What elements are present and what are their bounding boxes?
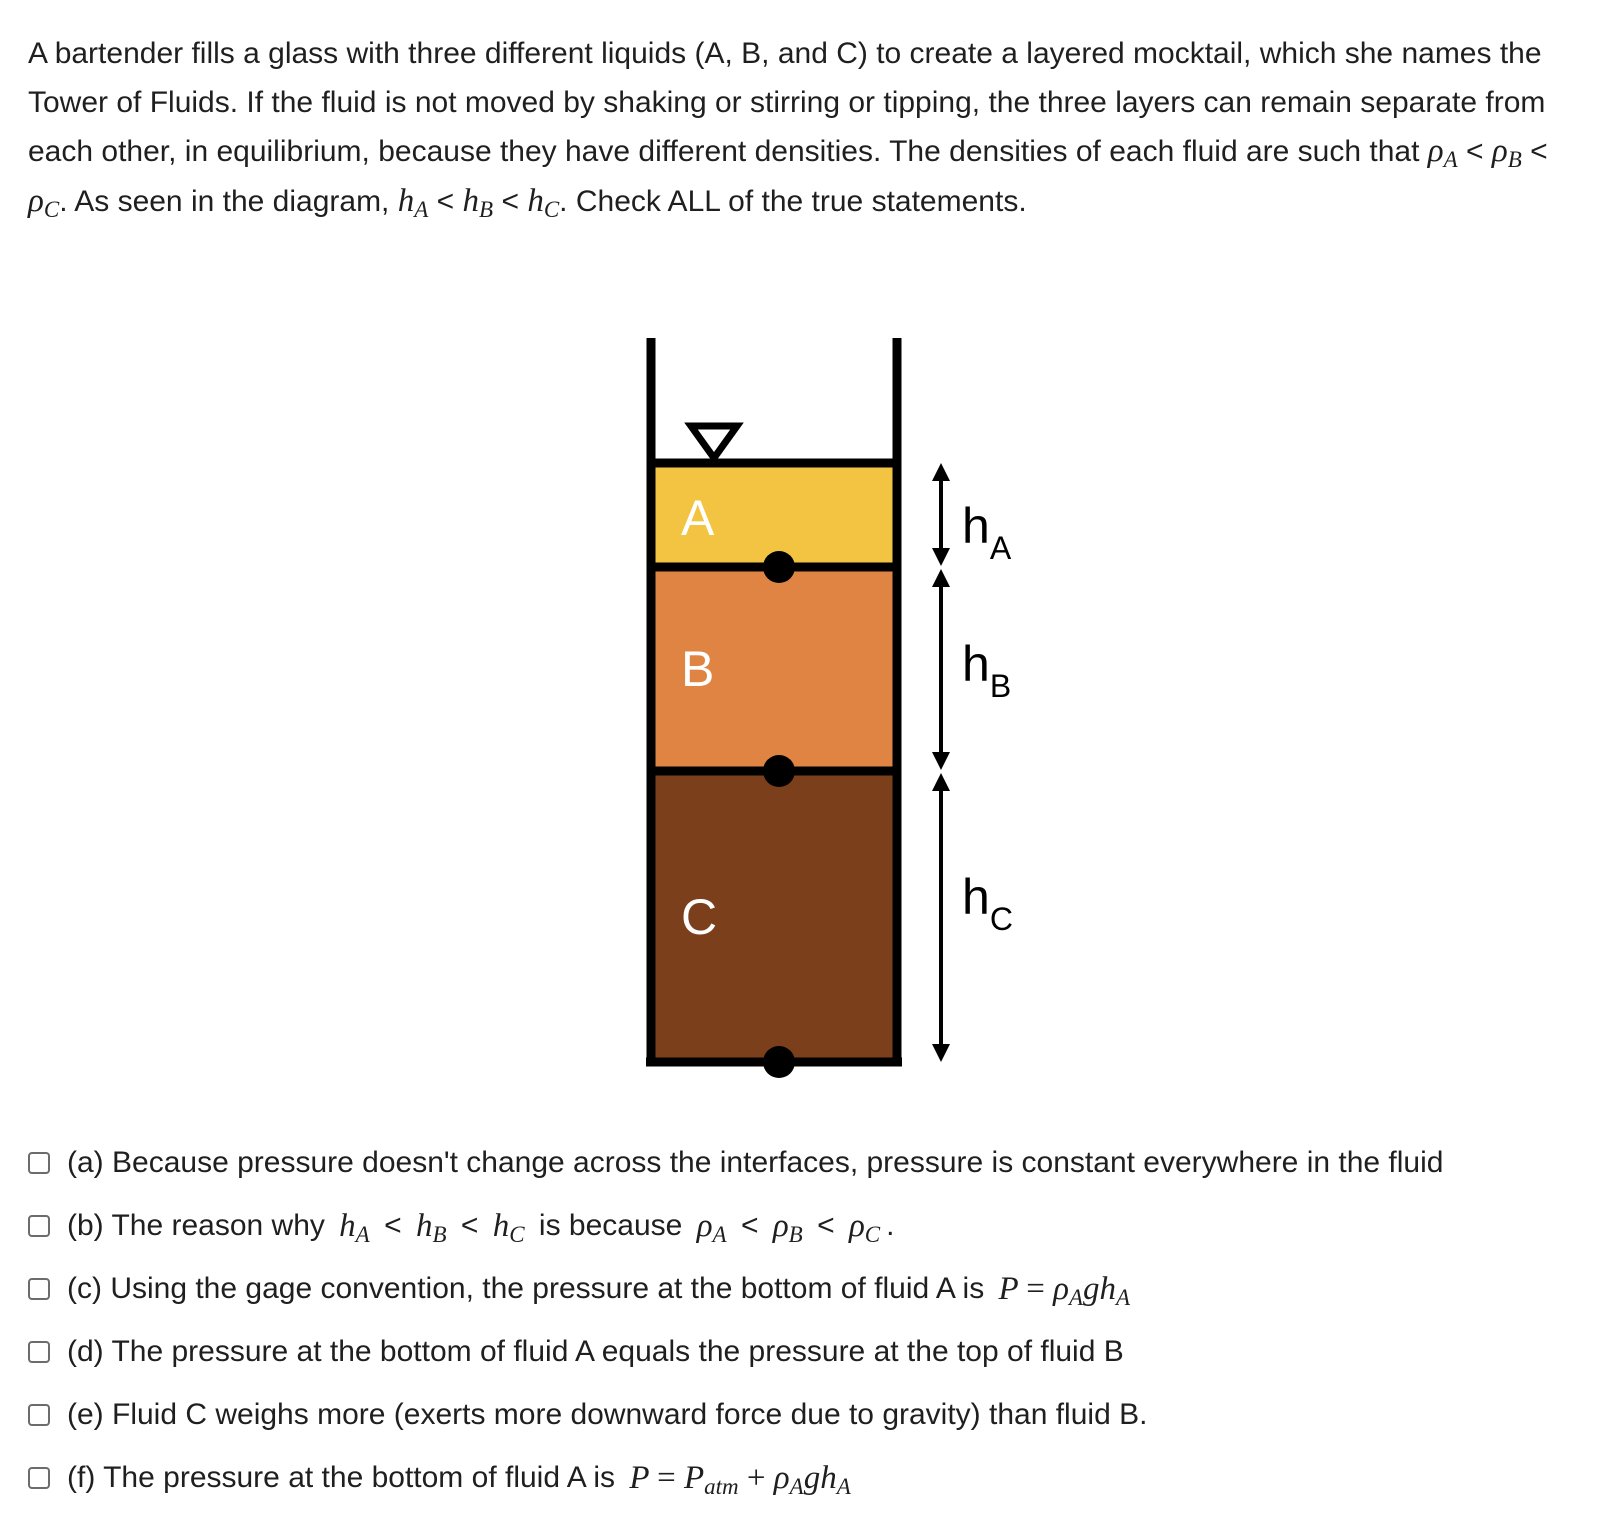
arrow-up-icon	[932, 463, 950, 481]
choice-e[interactable]	[28, 1390, 1147, 1440]
choice-f-label: (f) The pressure at the bottom of fluid A is	[67, 1461, 616, 1494]
layer-c-label: C	[681, 889, 718, 945]
intro-text-2: As seen in the diagram,	[74, 184, 390, 218]
choice-c-checkbox[interactable]	[28, 1278, 50, 1300]
choice-f-checkbox[interactable]	[28, 1467, 50, 1489]
bottom-point	[763, 1046, 795, 1078]
choice-e-checkbox[interactable]	[28, 1404, 50, 1426]
layer-b-label: B	[681, 641, 715, 697]
choice-c[interactable]: (c) Using the gage convention, the pressure at the bottom of fluid A is $P = \rho_Agh_A$	[28, 1264, 1136, 1314]
arrow-down-icon	[932, 548, 950, 566]
height-inequality: $h_A$	[397, 182, 429, 222]
choice-d[interactable]	[28, 1327, 1124, 1377]
choice-a[interactable]	[28, 1138, 1443, 1188]
arrow-down-icon	[932, 1044, 950, 1062]
arrow-down-icon	[932, 752, 950, 770]
choice-a-label: (a) Because pressure doesn't change across the interfaces, pressure is constant everywhere in the fluid	[67, 1146, 1444, 1179]
height-c-label: $h_C$	[962, 869, 1013, 937]
choice-e-label: (e) Fluid C weighs more (exerts more downward force due to gravity) than fluid B.	[67, 1398, 1148, 1431]
density-inequality: $\rho_A$	[1427, 133, 1458, 172]
choice-f[interactable]: (f) The pressure at the bottom of fluid A is $P = P_{atm} + \rho_Agh_A$	[28, 1453, 857, 1503]
interface-bc-point	[763, 755, 795, 787]
choice-c-label: (c) Using the gage convention, the pressure at the bottom of fluid A is	[67, 1272, 985, 1305]
choice-d-checkbox[interactable]	[28, 1341, 50, 1363]
height-b-label: $h_B$	[962, 636, 1012, 704]
intro-text-3: Check ALL of the true statements.	[575, 184, 1027, 218]
choice-d-label: (d) The pressure at the bottom of fluid A equals the pressure at the top of fluid B	[67, 1335, 1124, 1368]
layer-a-label: A	[681, 490, 715, 546]
choice-a-checkbox[interactable]	[28, 1152, 50, 1174]
choice-b[interactable]: (b) The reason why $h_A$ < $h_B$ < $h_C$ is because $\rho_A$ < $\rho_B$ < $\rho_C$ .	[28, 1201, 894, 1251]
arrow-up-icon	[932, 773, 950, 791]
free-surface-marker-icon	[691, 426, 737, 458]
choice-b-label: (b) The reason why	[67, 1209, 325, 1242]
intro-text-1: A bartender fills a glass with three different liquids (A, B, and C) to create a layered mocktail, which she names the Tower of Fluids. If the fluid is not moved by shaking or stirring or tipping, the three layers can remain separate from each other, in equilibrium, because they have different densities. The densities of each fluid are such that	[28, 37, 1546, 168]
question-prompt: A bartender fills a glass with three different liquids (A, B, and C) to create a layered mocktail, which she names the Tower of Fluids. If the fluid is not moved by shaking or stirring or tipping, the three layers can remain separate from each other, in equilibrium, because they have different densities. The densities of each fluid are such that $\rho_A < \rho_B < \rho_C$. As seen in the diagram, $h_A < h_B < h_C$. Check ALL of the true statements.	[28, 37, 1548, 222]
height-a-label: $h_A$	[962, 498, 1012, 566]
choice-b-checkbox[interactable]	[28, 1215, 50, 1237]
interface-ab-point	[763, 551, 795, 583]
arrow-up-icon	[932, 569, 950, 587]
